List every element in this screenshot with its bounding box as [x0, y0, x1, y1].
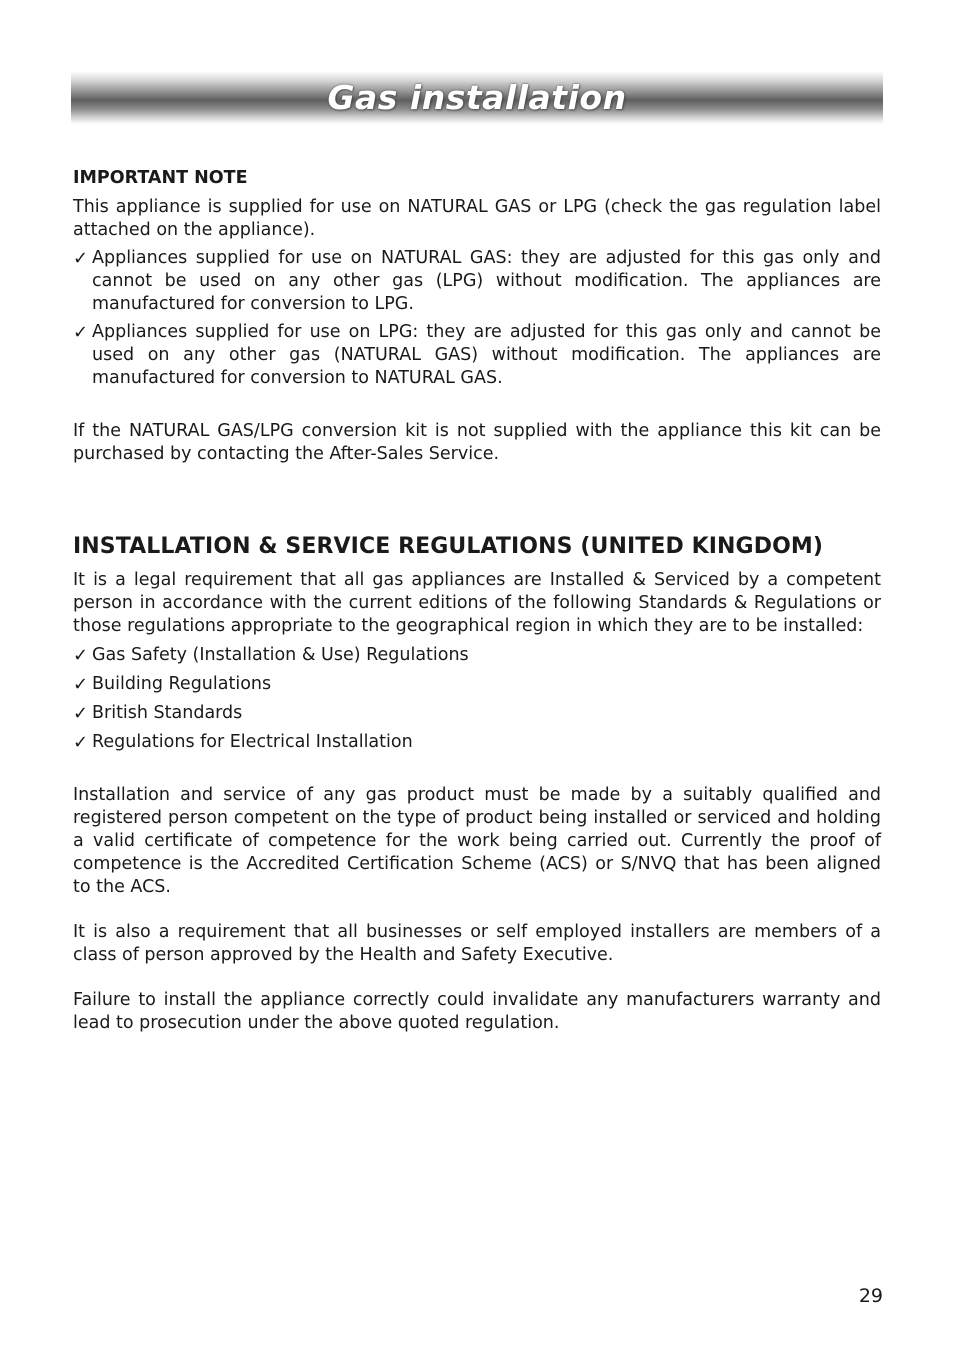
checkmark-icon: ✓	[73, 674, 89, 695]
list-item-text: Regulations for Electrical Installation	[92, 732, 413, 752]
list-item-text: Appliances supplied for use on NATURAL GAS: they are adjusted for this gas only and cannot be used on any other gas (LPG) without modification. The appliances are manufactured for conversion to LPG.	[92, 248, 881, 314]
important-note-heading: IMPORTANT NOTE	[73, 168, 248, 188]
checkmark-icon: ✓	[73, 732, 89, 753]
list-item	[73, 673, 881, 696]
list-item-text: Appliances supplied for use on LPG: they are adjusted for this gas only and cannot be used on any other gas (NATURAL GAS) without modification. The appliances are manufactured for conversion to NATURAL GAS.	[92, 322, 881, 388]
hse-paragraph: It is also a requirement that all businesses or self employed installers are members of a class of person approved by the Health and Safety Executive.	[73, 922, 881, 965]
regulations-intro: It is a legal requirement that all gas appliances are Installed & Serviced by a competent person in accordance with the current editions of the following Standards & Regulations or those regulations appropriate to the geographical region in which they are to be installed:	[73, 570, 881, 636]
page-title: Gas installation	[327, 78, 627, 117]
competence-paragraph: Installation and service of any gas product must be made by a suitably qualified and registered person competent on the type of product being installed or serviced and holding a valid certificate of competence for the work being carried out. Currently the proof of competence is the Accredited Certification Scheme (ACS) or S/NVQ that has been aligned to the ACS.	[73, 785, 881, 897]
list-item-text: Building Regulations	[92, 674, 272, 694]
regulations-heading: INSTALLATION & SERVICE REGULATIONS (UNITED KINGDOM)	[73, 534, 824, 559]
checkmark-icon: ✓	[73, 703, 89, 724]
list-item	[73, 702, 881, 725]
checkmark-icon: ✓	[73, 248, 89, 269]
important-note-intro: This appliance is supplied for use on NATURAL GAS or LPG (check the gas regulation label attached on the appliance).	[73, 197, 881, 240]
list-item	[73, 321, 881, 390]
warranty-paragraph: Failure to install the appliance correctly could invalidate any manufacturers warranty and lead to prosecution under the above quoted regulation.	[73, 990, 881, 1033]
checkmark-icon: ✓	[73, 322, 89, 343]
list-item-text: Gas Safety (Installation & Use) Regulations	[92, 645, 469, 665]
conversion-kit-paragraph: If the NATURAL GAS/LPG conversion kit is not supplied with the appliance this kit can be purchased by contacting the After-Sales Service.	[73, 421, 881, 464]
list-item	[73, 247, 881, 316]
page-content	[73, 167, 881, 1035]
page-number: 29	[858, 1285, 883, 1307]
list-item	[73, 731, 881, 754]
list-item-text: British Standards	[92, 703, 243, 723]
title-banner	[71, 71, 883, 124]
checkmark-icon: ✓	[73, 645, 89, 666]
list-item	[73, 644, 881, 667]
regulations-list	[73, 644, 881, 754]
